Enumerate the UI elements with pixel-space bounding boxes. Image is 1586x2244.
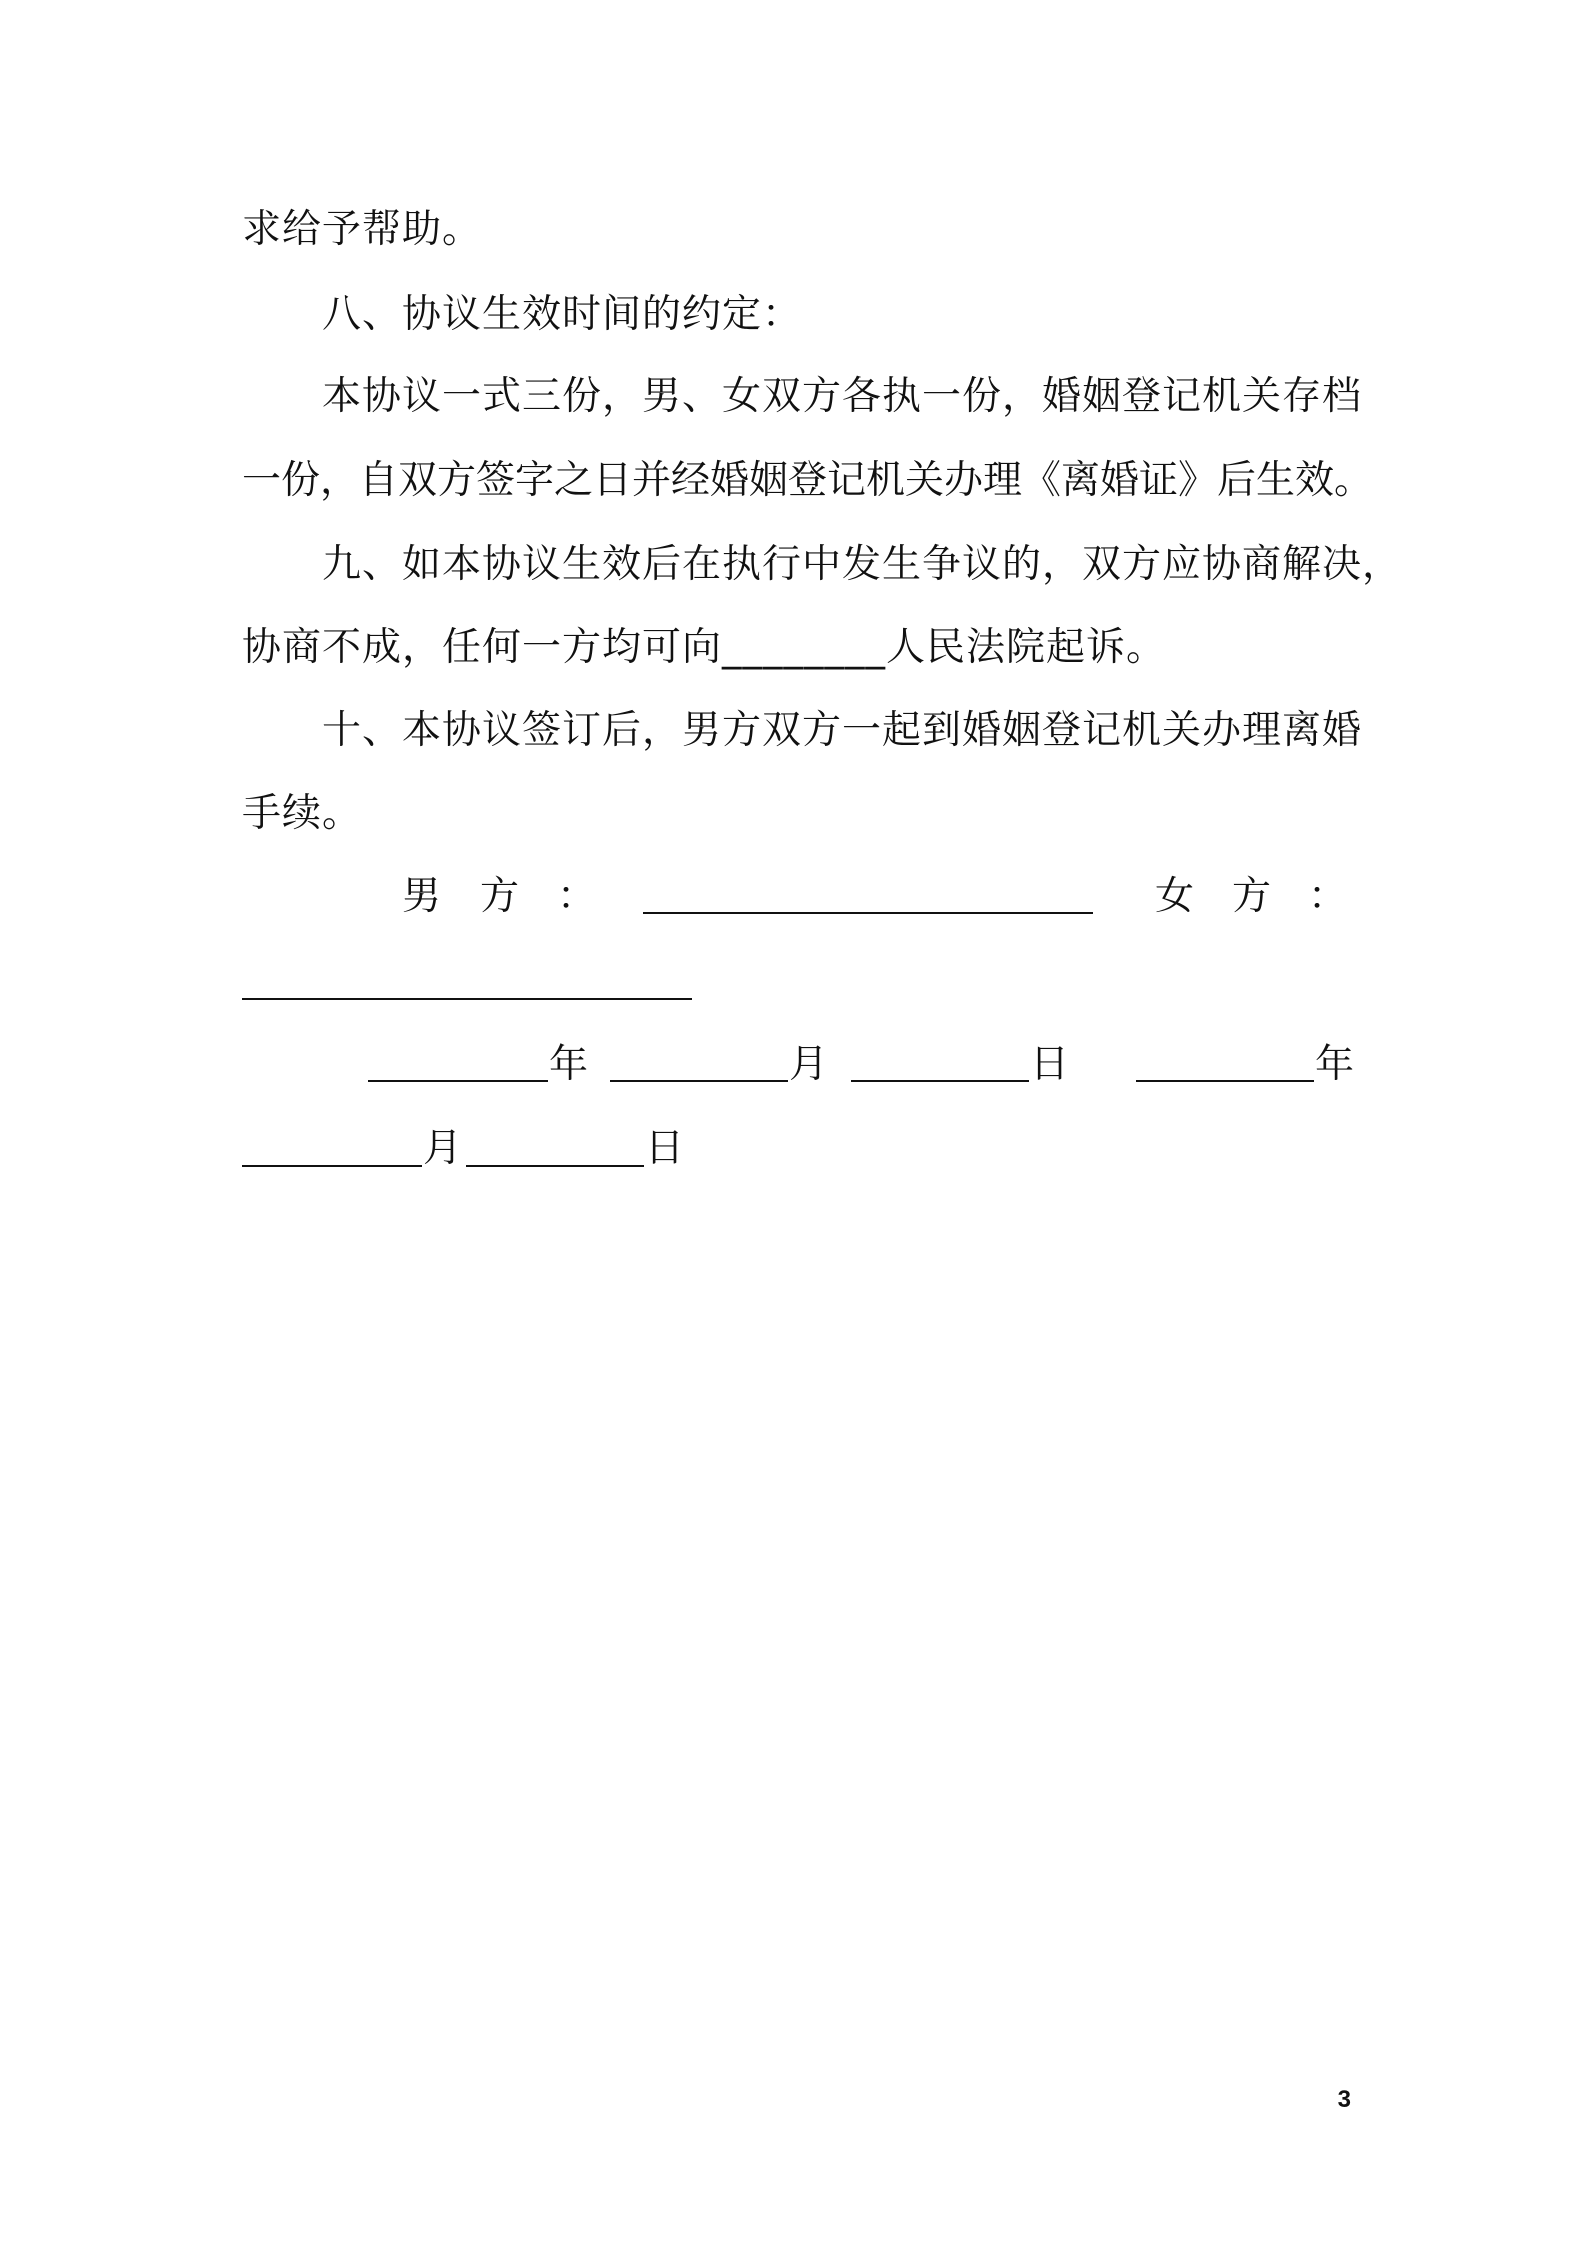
female-signature-field[interactable] (242, 998, 692, 1000)
day-label: 日 (1030, 1042, 1070, 1087)
female-party-label: 女 (1155, 874, 1195, 919)
female-day-field[interactable] (466, 1165, 644, 1167)
female-colon: ： (1308, 874, 1348, 919)
male-month-field[interactable] (610, 1080, 788, 1082)
female-party-label-2: 方 (1232, 874, 1272, 919)
day-label: 日 (645, 1126, 685, 1171)
male-party-label-2: 方 (480, 874, 520, 919)
male-year-field[interactable] (368, 1080, 548, 1082)
paragraph-line: 求给予帮助。 (242, 207, 483, 252)
section-heading-10: 十、本协议签订后，男方双方一起到婚姻登记机关办理离婚 (322, 708, 1363, 753)
page-number: 3 (1337, 2086, 1351, 2113)
section-heading-9: 九、如本协议生效后在执行中发生争议的，双方应协商解决， (322, 542, 1403, 587)
male-party-label: 男 (402, 874, 442, 919)
paragraph-line: 手续。 (242, 791, 363, 836)
paragraph-line: 本协议一式三份，男、女双方各执一份，婚姻登记机关存档 (322, 374, 1363, 419)
month-label: 月 (423, 1126, 463, 1171)
year-label: 年 (549, 1042, 589, 1087)
section-heading-8: 八、协议生效时间的约定： (322, 292, 803, 337)
female-year-field[interactable] (1136, 1080, 1314, 1082)
year-label: 年 (1315, 1042, 1355, 1087)
male-signature-field[interactable] (643, 912, 1093, 914)
male-day-field[interactable] (851, 1080, 1029, 1082)
paragraph-line: 一份，自双方签字之日并经婚姻登记机关办理《离婚证》后生效。 (242, 458, 1374, 503)
female-month-field[interactable] (242, 1165, 422, 1167)
month-label: 月 (789, 1042, 829, 1087)
paragraph-line: 协商不成，任何一方均可向________人民法院起诉。 (242, 625, 1167, 670)
male-colon: ： (557, 874, 597, 919)
